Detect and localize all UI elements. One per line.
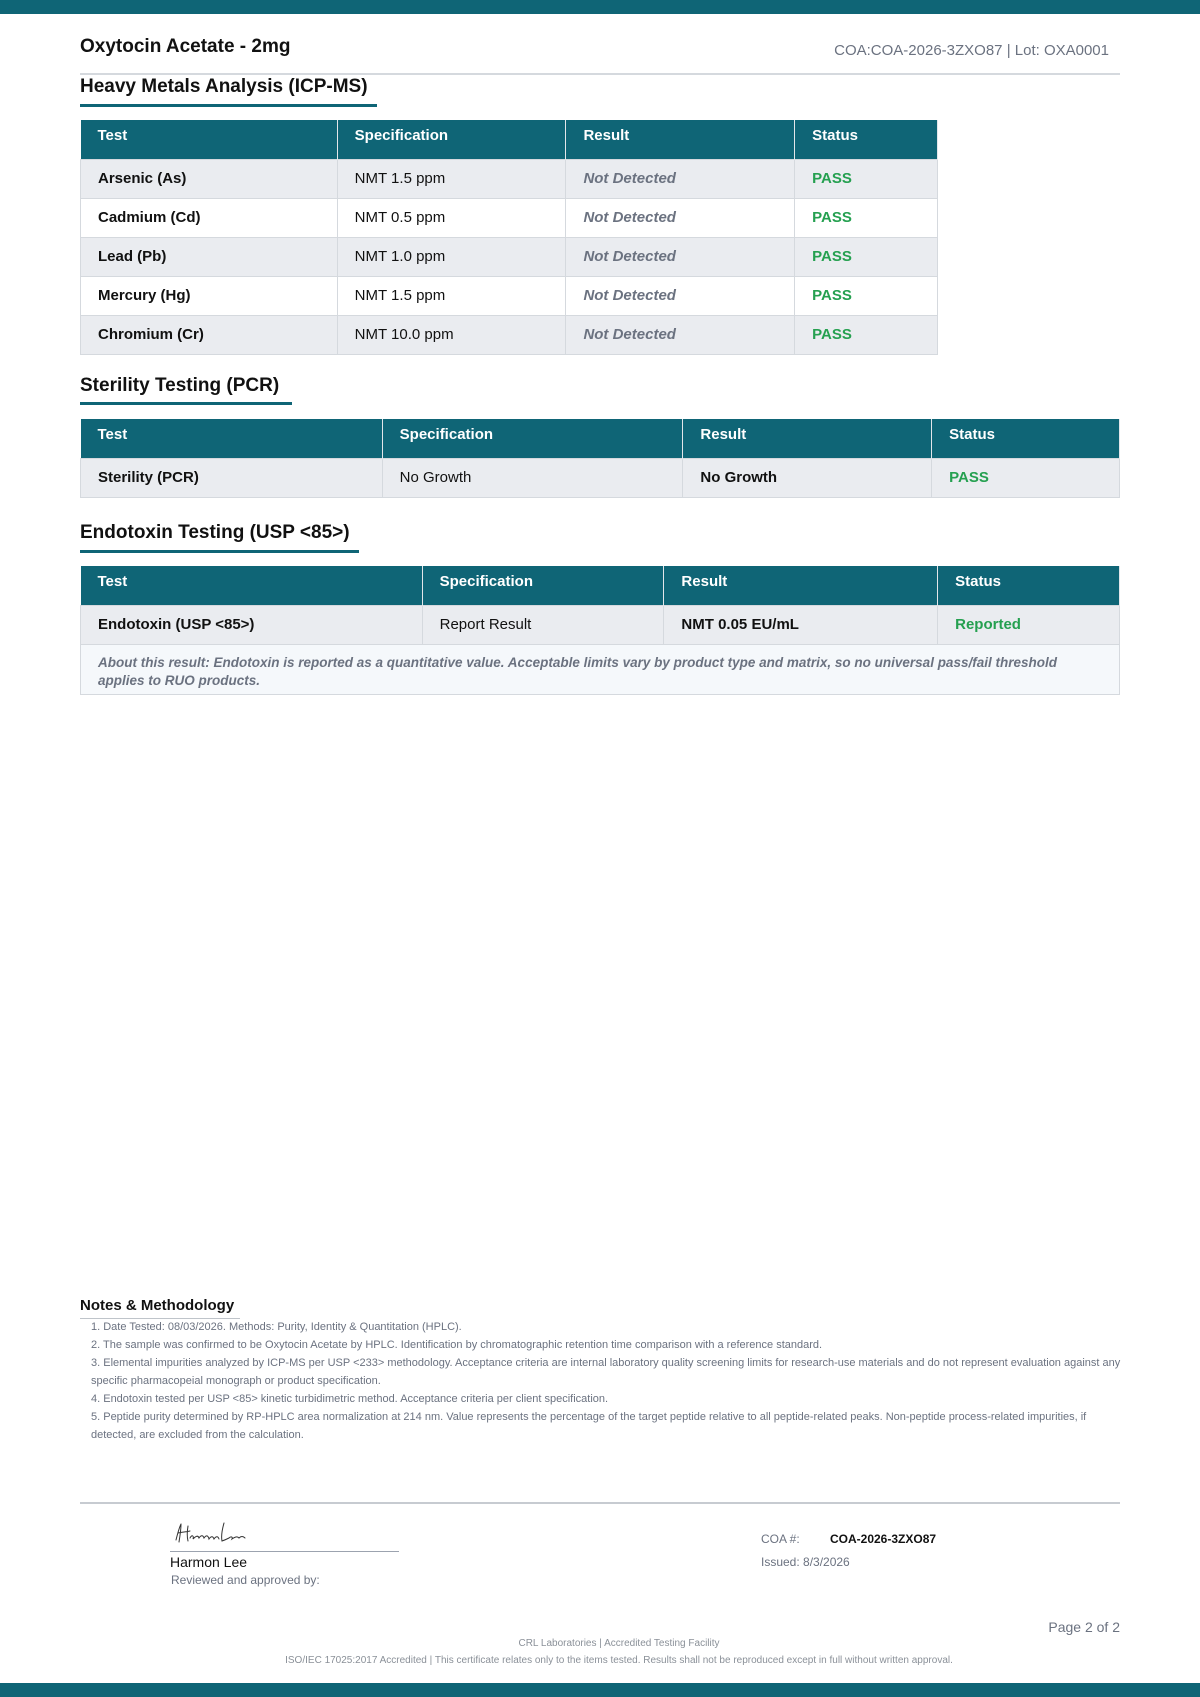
bottom-brand-bar xyxy=(0,1683,1200,1697)
column-header-test: Test xyxy=(81,566,423,605)
result: NMT 0.05 EU/mL xyxy=(664,605,938,644)
column-header-result: Result xyxy=(566,120,795,159)
endotoxin-note: About this result: Endotoxin is reported as a quantitative value. Acceptable limits vary by product type and matrix, so no universal pass/fail threshold applies to RUO products. xyxy=(81,644,1120,694)
footer-disclaimer: ISO/IEC 17025:2017 Accredited | This certificate relates only to the items tested. Results shall not be reproduced except in full without written approval. xyxy=(285,1655,953,1666)
list-item: 5. Peptide purity determined by RP-HPLC area normalization at 214 nm. Value represents the percentage of the target peptide relative to all peptide-related peaks. Non-peptide process-related impurities, if detected, are excluded from the calculation. xyxy=(91,1411,1087,1441)
table-row xyxy=(81,458,1120,497)
coa-number-label: COA #: xyxy=(761,1532,800,1546)
status-pass: PASS xyxy=(795,276,938,315)
sterility-heading: Sterility Testing (PCR) xyxy=(80,375,280,396)
specification: NMT 1.5 ppm xyxy=(337,159,566,198)
top-brand-bar xyxy=(0,0,1200,14)
document-title: Oxytocin Acetate - 2mg xyxy=(80,36,291,57)
test-name: Cadmium (Cd) xyxy=(81,198,338,237)
footer-lab-name: CRL Laboratories | Accredited Testing Facility xyxy=(518,1638,720,1649)
table-row xyxy=(81,237,938,276)
status-reported: Reported xyxy=(938,605,1120,644)
table-row xyxy=(81,315,938,354)
page-number: Page 2 of 2 xyxy=(1048,1619,1120,1635)
notes-title: Notes & Methodology xyxy=(80,1297,235,1314)
result: Not Detected xyxy=(566,315,795,354)
specification: NMT 1.0 ppm xyxy=(337,237,566,276)
result: No Growth xyxy=(683,458,932,497)
column-header-specification: Specification xyxy=(337,120,566,159)
test-name: Arsenic (As) xyxy=(81,159,338,198)
endotoxin-underline xyxy=(80,550,359,553)
column-header-result: Result xyxy=(664,566,938,605)
table-header-row xyxy=(81,120,938,159)
list-item: 4. Endotoxin tested per USP <85> kinetic turbidimetric method. Acceptance criteria per client specification. xyxy=(91,1393,609,1405)
table-header-row xyxy=(81,566,1120,605)
signer-name: Harmon Lee xyxy=(170,1554,248,1570)
status-pass: PASS xyxy=(795,159,938,198)
result: Not Detected xyxy=(566,198,795,237)
status-pass: PASS xyxy=(932,458,1120,497)
column-header-specification: Specification xyxy=(382,419,683,458)
coa-number-value: COA-2026-3ZXO87 xyxy=(830,1532,937,1546)
footer-divider xyxy=(80,1502,1120,1504)
table-row xyxy=(81,159,938,198)
specification: No Growth xyxy=(382,458,683,497)
table-header-row xyxy=(81,419,1120,458)
issued-date: Issued: 8/3/2026 xyxy=(761,1555,850,1569)
column-header-specification: Specification xyxy=(422,566,664,605)
specification: NMT 10.0 ppm xyxy=(337,315,566,354)
result: Not Detected xyxy=(566,237,795,276)
list-item: 1. Date Tested: 08/03/2026. Methods: Purity, Identity & Quantitation (HPLC). xyxy=(91,1321,462,1333)
result: Not Detected xyxy=(566,276,795,315)
test-name: Lead (Pb) xyxy=(81,237,338,276)
column-header-test: Test xyxy=(81,419,383,458)
notes-list xyxy=(91,1318,1121,1444)
sterility-underline xyxy=(80,402,292,405)
column-header-status: Status xyxy=(932,419,1120,458)
list-item: 2. The sample was confirmed to be Oxytocin Acetate by HPLC. Identification by chromatographic retention time comparison with a reference standard. xyxy=(91,1339,823,1351)
endotoxin-heading: Endotoxin Testing (USP <85>) xyxy=(80,522,350,543)
table-row xyxy=(81,276,938,315)
header-divider xyxy=(80,73,1120,75)
result: Not Detected xyxy=(566,159,795,198)
column-header-status: Status xyxy=(795,120,938,159)
specification: NMT 1.5 ppm xyxy=(337,276,566,315)
table-row xyxy=(81,605,1120,644)
heavy-metals-table xyxy=(80,120,938,355)
column-header-status: Status xyxy=(938,566,1120,605)
specification: Report Result xyxy=(422,605,664,644)
column-header-result: Result xyxy=(683,419,932,458)
sterility-table xyxy=(80,419,1120,498)
list-item: 3. Elemental impurities analyzed by ICP-MS per USP <233> methodology. Acceptance criteria are internal laboratory quality screening limits for research-use materials and do not represent evaluation against any specific pharmacopeial monograph or product specification. xyxy=(91,1357,1121,1387)
coa-lot-reference: COA:COA-2026-3ZXO87 | Lot: OXA0001 xyxy=(834,42,1109,59)
status-pass: PASS xyxy=(795,198,938,237)
endotoxin-table xyxy=(80,566,1120,695)
test-name: Endotoxin (USP <85>) xyxy=(81,605,423,644)
signer-role: Reviewed and approved by: xyxy=(171,1573,320,1587)
test-name: Mercury (Hg) xyxy=(81,276,338,315)
signature-line xyxy=(170,1551,399,1552)
heavy-metals-heading: Heavy Metals Analysis (ICP-MS) xyxy=(80,76,368,97)
heavy-metals-underline xyxy=(80,104,377,107)
note-row xyxy=(81,644,1120,694)
test-name: Chromium (Cr) xyxy=(81,315,338,354)
status-pass: PASS xyxy=(795,237,938,276)
column-header-test: Test xyxy=(81,120,338,159)
status-pass: PASS xyxy=(795,315,938,354)
table-row xyxy=(81,198,938,237)
test-name: Sterility (PCR) xyxy=(81,458,383,497)
handwritten-signature xyxy=(172,1518,252,1548)
specification: NMT 0.5 ppm xyxy=(337,198,566,237)
